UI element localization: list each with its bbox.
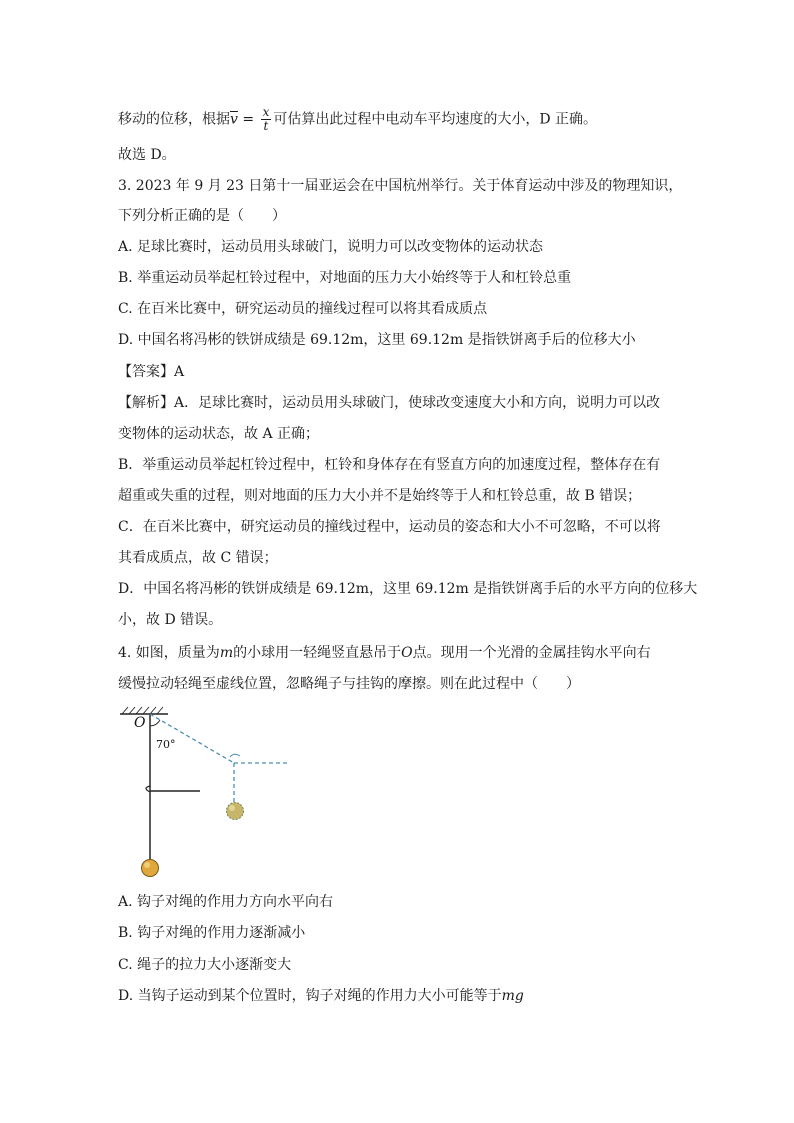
q4-option-b: B. 钩子对绳的作用力逐渐减小 xyxy=(118,925,306,941)
ball-original xyxy=(142,860,159,877)
angle-label: 70° xyxy=(156,738,176,751)
q4-text: 的小球用一轻绳竖直悬吊于 xyxy=(233,645,402,661)
q3-stem-line-1: 3. 2023 年 9 月 23 日第十一届亚运会在中国杭州举行。关于体育运动中涉及的物理知识， xyxy=(118,178,683,194)
ceiling-hatch xyxy=(122,707,163,714)
q3-explanation-line-4: 超重或失重的过程，则对地面的压力大小并不是始终等于人和杠铃总重，故 B 错误； xyxy=(118,488,642,504)
q2-text: 可估算出此过程中电动车平均速度的大小，D 正确。 xyxy=(273,111,598,128)
q3-explanation-line-2: 变物体的运动状态，故 A 正确； xyxy=(118,426,320,442)
q2-line-1 xyxy=(118,106,597,133)
q3-option-d: D. 中国名将冯彬的铁饼成绩是 69.12m，这里 69.12m 是指铁饼离手后的位移大小 xyxy=(118,332,636,348)
q4-stem-line-1 xyxy=(118,643,651,663)
q4-option-d-text: D. 当钩子运动到某个位置时，钩子对绳的作用力大小可能等于 xyxy=(118,988,502,1004)
dashed-hook-curve xyxy=(230,754,240,757)
q4-text: 点。现用一个光滑的金属挂钩水平向右 xyxy=(412,645,651,661)
q4-stem-line-2: 缓慢拉动轻绳至虚线位置，忽略绳子与挂钩的摩擦。则在此过程中（ ） xyxy=(118,676,580,692)
fraction-denominator: t xyxy=(263,119,269,133)
ball-new-position xyxy=(227,803,244,820)
q3-stem-line-2: 下列分析正确的是（ ） xyxy=(118,208,286,224)
q3-explanation-line-7: D．中国名将冯彬的铁饼成绩是 69.12m，这里 69.12m 是指铁饼离手后的水平方向的位移大 xyxy=(118,581,698,597)
point-o-label: O xyxy=(134,715,146,731)
angle-arc xyxy=(150,720,160,726)
ball-new-highlight xyxy=(229,805,235,811)
q3-option-c: C. 在百米比赛中，研究运动员的撞线过程可以将其看成质点 xyxy=(118,301,488,317)
q4-option-a: A. 钩子对绳的作用力方向水平向右 xyxy=(118,894,334,910)
fraction-numerator: x xyxy=(262,105,270,119)
q3-explanation-line-6: 其看成质点，故 C 错误； xyxy=(118,550,278,566)
q3-explanation-line-8: 小，故 D 错误。 xyxy=(118,612,223,628)
q3-answer: 【答案】A xyxy=(118,364,185,380)
mg-symbol: mg xyxy=(501,988,524,1004)
q2-conclusion: 故选 D。 xyxy=(118,147,176,163)
equals-sign: = xyxy=(237,111,259,128)
q4-text: 4. 如图，质量为 xyxy=(118,645,220,661)
q3-explanation-line-1: 【解析】A．足球比赛时，运动员用头球破门，使球改变速度大小和方向，说明力可以改 xyxy=(118,395,661,411)
q2-text: 移动的位移，根据 xyxy=(118,111,230,128)
pendulum-figure xyxy=(116,700,296,885)
q4-option-d xyxy=(118,986,524,1006)
fraction-x-over-t xyxy=(261,106,272,133)
mass-symbol: m xyxy=(219,645,234,661)
q3-explanation-line-3: B．举重运动员举起杠铃过程中，杠铃和身体存在有竖直方向的加速度过程，整体存在有 xyxy=(118,457,661,473)
velocity-symbol: $\overline{v}$ xyxy=(230,111,238,128)
q3-option-a: A. 足球比赛时，运动员用头球破门，说明力可以改变物体的运动状态 xyxy=(118,239,544,255)
q3-explanation-line-5: C．在百米比赛中，研究运动员的撞线过程中，运动员的姿态和大小不可忽略，不可以将 xyxy=(118,519,661,535)
ball-highlight xyxy=(144,862,150,868)
point-o-symbol: O xyxy=(401,645,413,661)
q3-option-b: B. 举重运动员举起杠铃过程中，对地面的压力大小始终等于人和杠铃总重 xyxy=(118,270,572,286)
q4-option-c: C. 绳子的拉力大小逐渐变大 xyxy=(118,957,292,973)
